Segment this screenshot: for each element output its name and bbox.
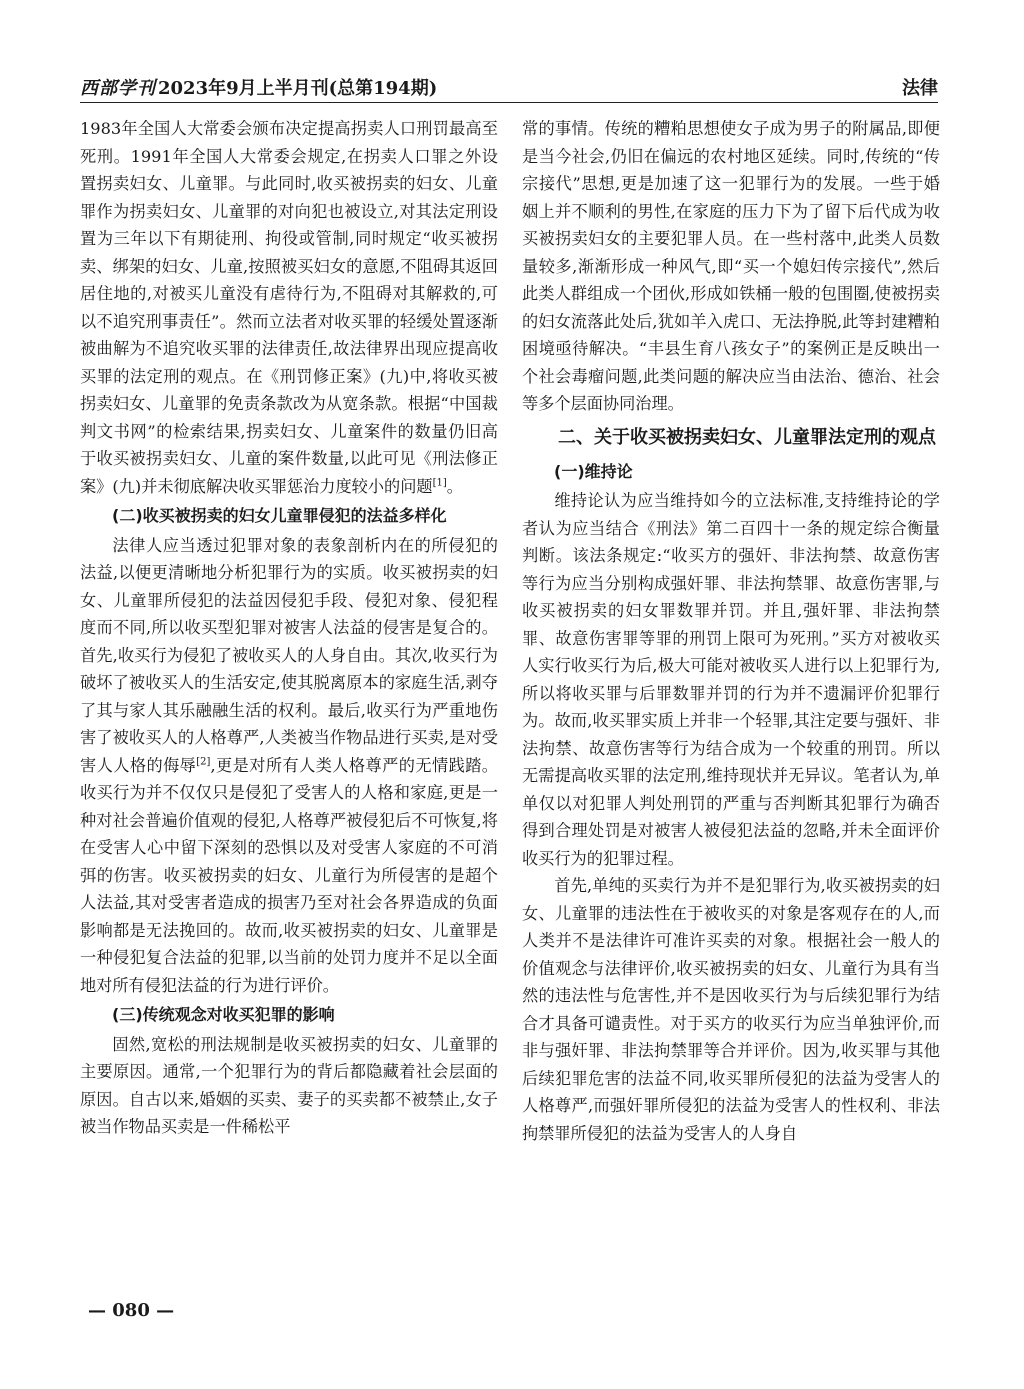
section-heading: (一)维持论 <box>554 461 633 481</box>
right-column <box>522 115 940 1147</box>
issue-info: 2023年9月上半月刊(总第194期) <box>158 78 438 99</box>
page-number: — 080 — <box>88 1300 175 1321</box>
journal-logo: 西部学刊 <box>80 78 156 99</box>
chapter-heading: 二、关于收买被拐卖妇女、儿童罪法定刑的观点 <box>558 426 936 448</box>
left-column <box>80 115 498 1141</box>
section-heading: (二)收买被拐卖的妇女儿童罪侵犯的法益多样化 <box>112 506 447 525</box>
paragraph: 法律人应当透过犯罪对象的表象剖析内在的所侵犯的法益,以便更清晰地分析犯罪行为的实质。收买被拐卖的妇女、儿童罪所侵犯的法益因侵犯手段、侵犯对象、侵犯程度而不同,所以收买型犯罪对被害人法益的侵害是复合的。首先,收买行为侵犯了被收买人的人身自由。其次,收买行为破坏了被收买人的生活安定,使其脱离原本的家庭生活,剥夺了其与家人其乐融融生活的权利。最后,收买行为严重地伤害了被收买人的人格尊严,人类被当作物品进行买卖,是对受害人人格的侮辱[2],更是对所有人类人格尊严的无情践踏。收买行为并不仅仅只是侵犯了受害人的人格和家庭,更是一种对社会普遍价值观的侵犯,人格尊严被侵犯后不可恢复,将在受害人心中留下深刻的恐惧以及对受害人家庭的不可消弭的伤害。收买被拐卖的妇女、儿童行为所侵害的是超个人法益,其对受害者造成的损害乃至对社会各界造成的负面影响都是无法挽回的。故而,收买被拐卖的妇女、儿童罪是一种侵犯复合法益的犯罪,以当前的处罚力度并不足以全面地对所有侵犯法益的行为进行评价。 <box>80 535 498 995</box>
paragraph: 维持论认为应当维持如今的立法标准,支持维持论的学者认为应当结合《刑法》第二百四十一条的规定综合衡量判断。该法条规定:“收买方的强奸、非法拘禁、故意伤害等行为应当分别构成强奸罪、非法拘禁罪、故意伤害罪,与收买被拐卖的妇女罪数罪并罚。并且,强奸罪、非法拘禁罪、故意伤害罪等罪的刑罚上限可为死刑。”买方对被收买人实行收买行为后,极大可能对被收买人进行以上犯罪行为,所以将收买罪与后罪数罪并罚的行为并不遗漏评价犯罪行为。故而,收买罪实质上并非一个轻罪,其注定要与强奸、非法拘禁、故意伤害等行为结合成为一个较重的刑罚。所以无需提高收买罪的法定刑,维持现状并无异议。笔者认为,单单仅以对犯罪人判处刑罚的严重与否判断其犯罪行为确否得到合理处罚是对被害人被侵犯法益的忽略,并未全面评价收买行为的犯罪过程。 <box>522 491 940 868</box>
paragraph: 常的事情。传统的糟粕思想使女子成为男子的附属品,即便是当今社会,仍旧在偏远的农村地区延续。同时,传统的“传宗接代”思想,更是加速了这一犯罪行为的发展。一些于婚姻上并不顺利的男性,在家庭的压力下为了留下后代成为收买被拐卖妇女的主要犯罪人员。在一些村落中,此类人员数量较多,渐渐形成一种风气,即“买一个媳妇传宗接代”,然后此类人群组成一个团伙,形成如铁桶一般的包围圈,使被拐卖的妇女流落此处后,犹如羊入虎口、无法挣脱,此等封建糟粕困境亟待解决。“丰县生育八孩女子”的案例正是反映出一个社会毒瘤问题,此类问题的解决应当由法治、德治、社会等多个层面协同治理。 <box>522 119 940 413</box>
page-header <box>80 72 938 103</box>
paragraph: 首先,单纯的买卖行为并不是犯罪行为,收买被拐卖的妇女、儿童罪的违法性在于被收买的对象是客观存在的人,而人类并不是法律许可准许买卖的对象。根据社会一般人的价值观念与法律评价,收买被拐卖的妇女、儿童行为具有当然的违法性与危害性,并不是因收买行为与后续犯罪行为结合才具备可谴责性。对于买方的收买行为应当单独评价,而非与强奸罪、非法拘禁罪等合并评价。因为,收买罪与其他后续犯罪危害的法益不同,收买罪所侵犯的法益为受害人的人格尊严,而强奸罪所侵犯的法益为受害人的性权利、非法拘禁罪所侵犯的法益为受害人的人身自 <box>522 876 940 1143</box>
citation-ref[interactable]: [1] <box>432 477 447 489</box>
journal-issue <box>80 74 437 100</box>
citation-ref[interactable]: [2] <box>196 756 211 768</box>
paragraph: 1983年全国人大常委会颁布决定提高拐卖人口刑罚最高至死刑。1991年全国人大常委会规定,在拐卖人口罪之外设置拐卖妇女、儿童罪。与此同时,收买被拐卖的妇女、儿童罪作为拐卖妇女、儿童罪的对向犯也被设立,对其法定刑设置为三年以下有期徒刑、拘役或管制,同时规定“收买被拐卖、绑架的妇女、儿童,按照被买妇女的意愿,不阻碍其返回居住地的,对被买儿童没有虐待行为,不阻碍对其解救的,可以不追究刑事责任”。然而立法者对收买罪的轻缓处置逐渐被曲解为不追究收买罪的法律责任,故法律界出现应提高收买罪的法定刑的观点。在《刑罚修正案》(九)中,将收买被拐卖妇女、儿童罪的免责条款改为从宽条款。根据“中国裁判文书网”的检索结果,拐卖妇女、儿童案件的数量仍旧高于收买被拐卖妇女、儿童的案件数量,以此可见《刑法修正案》(九)并未彻底解决收买罪惩治力度较小的问题[1]。 <box>80 119 498 496</box>
section-heading: (三)传统观念对收买犯罪的影响 <box>112 1005 335 1024</box>
section-label: 法律 <box>902 78 938 99</box>
paragraph: 固然,宽松的刑法规制是收买被拐卖的妇女、儿童罪的主要原因。通常,一个犯罪行为的背后都隐藏着社会层面的原因。自古以来,婚姻的买卖、妻子的买卖都不被禁止,女子被当作物品买卖是一件稀松平 <box>80 1034 498 1136</box>
